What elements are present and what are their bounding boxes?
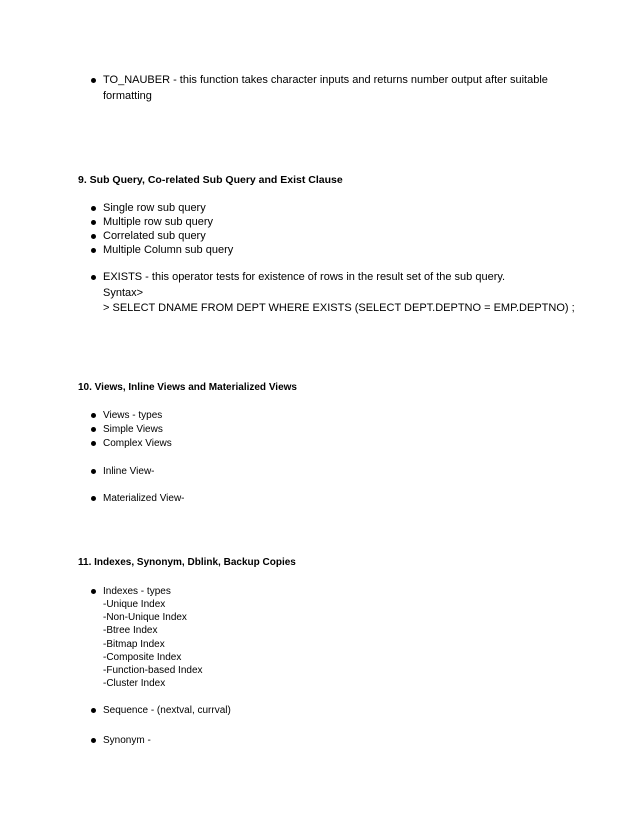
bullet-icon — [91, 248, 96, 253]
index-type: -Btree Index — [103, 625, 158, 636]
document-page: TO_NAUBER - this function takes character inputs and returns number output after suitable formatting 9. Sub Query, Co-related Sub Query and Exist Clause Single row sub query Multiple row sub query Correlated sub query Multiple Column sub query EXISTS - this operator tests for existence of rows in the result set of the sub query. Syntax> > SELECT DNAME FROM DEPT WHERE EXISTS (SELECT DEPT.DEPTNO = EMP.DEPTNO) ; 10. Views, Inline Views and Materialized Views Views - types Simple Views Complex Views Inline View- Materialized View- 11. Indexes, Synonym, Dblink, Backup Copies Indexes - types -Unique Index -Non-Unique Index -Btree Index -Bitmap Index -Composite Index -Function-based Index -Cluster Index Sequence - (nextval, currval) Synonym - — [78, 74, 575, 746]
bullet-icon — [91, 78, 96, 83]
bullet-icon — [91, 234, 96, 239]
bullet-icon — [91, 441, 96, 446]
index-type: -Bitmap Index — [103, 639, 165, 650]
index-type: -Unique Index — [103, 599, 166, 610]
bullet-icon — [91, 496, 96, 501]
index-type: -Composite Index — [103, 652, 182, 663]
bullet-icon — [91, 738, 96, 743]
section-11-heading: 11. Indexes, Synonym, Dblink, Backup Copies — [78, 557, 296, 568]
exists-syntax-label: Syntax> — [103, 287, 144, 299]
section-10-heading: 10. Views, Inline Views and Materialized Views — [78, 382, 297, 393]
section-9-heading: 9. Sub Query, Co-related Sub Query and Exist Clause — [78, 174, 343, 186]
bullet-icon — [91, 589, 96, 594]
bullet-icon — [91, 413, 96, 418]
index-type: -Cluster Index — [103, 678, 166, 689]
bullet-icon — [91, 275, 96, 280]
exists-syntax-example: > SELECT DNAME FROM DEPT WHERE EXISTS (SELECT DEPT.DEPTNO = EMP.DEPTNO) ; — [103, 302, 575, 314]
index-type: -Function-based Index — [103, 665, 203, 676]
bullet-icon — [91, 220, 96, 225]
bullet-icon — [91, 427, 96, 432]
index-type: -Non-Unique Index — [103, 612, 187, 623]
bullet-icon — [91, 708, 96, 713]
bullet-icon — [91, 206, 96, 211]
bullet-icon — [91, 469, 96, 474]
bullet-to-nauber-cont: formatting — [103, 90, 152, 102]
